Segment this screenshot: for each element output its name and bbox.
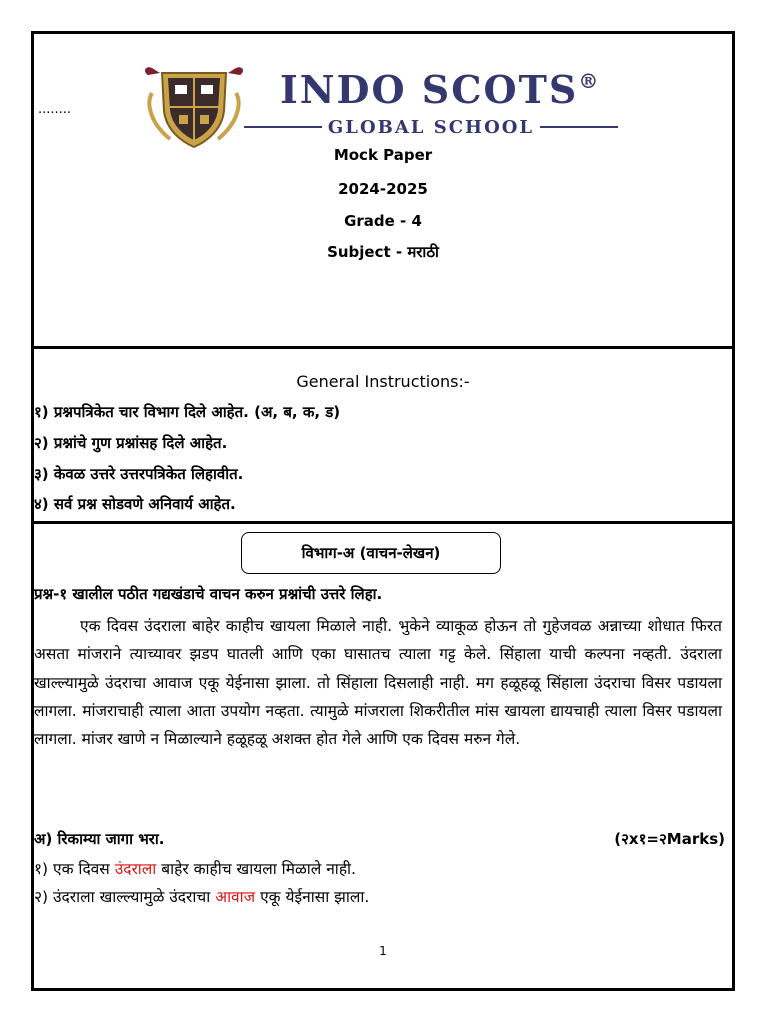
brand-name: INDO SCOTS® <box>280 67 601 112</box>
brand-registered-mark: ® <box>578 69 601 93</box>
academic-year: 2024-2025 <box>338 180 428 198</box>
instruction-item: ४) सर्व प्रश्न सोडवणे अनिवार्य आहेत. <box>34 495 236 513</box>
fill-blank-2 <box>34 885 369 907</box>
fill-blank-1 <box>34 857 356 879</box>
instruction-item: ३) केवळ उत्तरे उत्तरपत्रिकेत लिहावीत. <box>34 465 244 483</box>
header-dots: ........ <box>38 102 72 117</box>
page-number: 1 <box>379 944 387 958</box>
instruction-item: १) प्रश्नपत्रिकेत चार विभाग दिले आहेत. (अ, ब, क, ड) <box>34 403 341 421</box>
instructions-title: General Instructions:- <box>296 372 470 391</box>
instructions-divider <box>31 521 735 524</box>
brand-subtitle-row <box>244 116 618 138</box>
section-title-box <box>241 532 501 574</box>
school-crest-icon <box>140 63 248 149</box>
section-title: विभाग-अ (वाचन-लेखन) <box>301 544 441 562</box>
school-logo <box>140 63 618 149</box>
paper-title: Mock Paper <box>333 146 433 164</box>
instruction-item: २) प्रश्नांचे गुण प्रश्नांसह दिले आहेत. <box>34 434 228 452</box>
brand-subtitle: GLOBAL SCHOOL <box>327 116 535 138</box>
subject: Subject - मराठी <box>327 243 439 261</box>
header-divider <box>31 346 735 349</box>
reading-passage: एक दिवस उंदराला बाहेर काहीच खायला मिळाले नाही. भुकेने व्याकूळ होऊन तो गुहेजवळ अन्नाच्या शोधात फिरत असता मांजराने त्याच्यावर झडप घातली आणि एका घासातच त्याला गट्ट केले. सिंहाला याची कल्पना नव्हती. उंदराला खाल्ल्यामुळे उंदराचा आवाज एकू येईनासा झाला. तो सिंहाला दिसलाही नाही. मग हळूहळू सिंहाला उंदराचा विसर पडायला लागला. मांजराचाही त्याला आता उपयोग नव्हता. त्यामुळे मांजराला शिकरीतील मांस खायला द्यायचाही त्याला विसर पडायला लागला. मांजर खाणे न मिळाल्याने हळूहळू अशक्त होत गेले आणि एक दिवस मरुन गेले. <box>34 617 722 749</box>
fill-blank-2-pre: २) उंदराला खाल्ल्यामुळे उंदराचा <box>34 888 216 906</box>
sub-question-title: अ) रिकाम्या जागा भरा. <box>34 830 165 848</box>
grade: Grade - 4 <box>344 212 422 230</box>
fill-blank-2-answer: आवाज <box>215 888 256 906</box>
fill-blank-2-post: एकू येईनासा झाला. <box>255 888 370 906</box>
brand-rule-right <box>540 126 618 128</box>
marks-label: (२x१=२Marks) <box>614 830 725 848</box>
fill-blank-1-answer: उंदराला <box>114 860 157 878</box>
question-title: प्रश्न-१ खालील पठीत गद्यखंडाचे वाचन करुन प्रश्नांची उत्तरे लिहा. <box>34 585 383 603</box>
fill-blank-1-post: बाहेर काहीच खायला मिळाले नाही. <box>156 860 356 878</box>
fill-blank-1-pre: १) एक दिवस <box>34 860 115 878</box>
brand-rule-left <box>244 126 322 128</box>
